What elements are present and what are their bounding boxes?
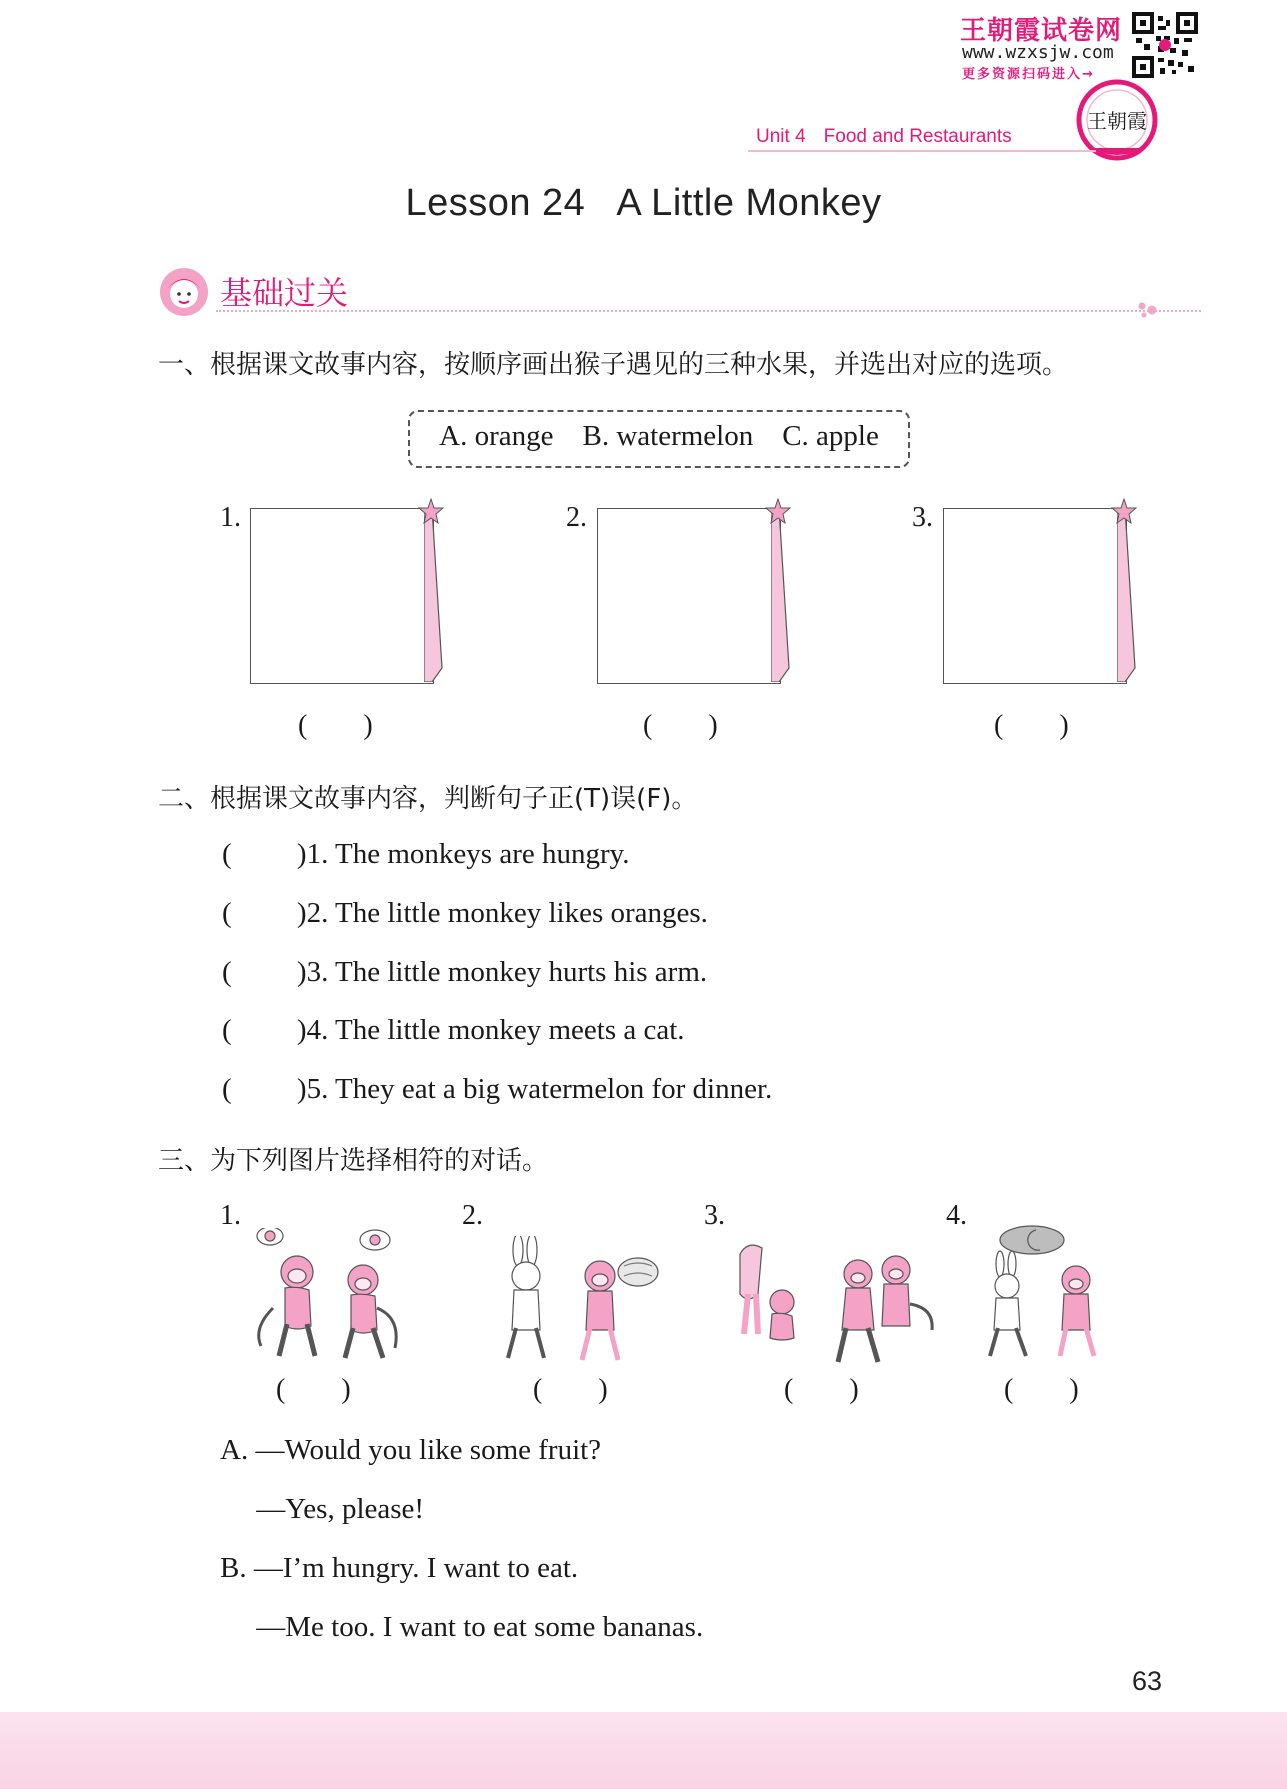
rabbit-and-monkey-watermelon-icon: [488, 1236, 668, 1376]
two-monkeys-thinking-icon: [245, 1228, 425, 1368]
tf-item-4[interactable]: ( )4. The little monkey meets a cat.: [222, 1014, 685, 1046]
lesson-title: Lesson 24 A Little Monkey: [405, 182, 882, 224]
dots-decoration-icon: [1136, 298, 1166, 320]
drawing-box-3[interactable]: [943, 508, 1127, 684]
drawing-box-1[interactable]: [250, 508, 434, 684]
picture-label-4: 4.: [946, 1200, 967, 1231]
unit-underline: [748, 150, 1096, 152]
box-label-2: 2.: [566, 502, 587, 533]
seal-text: 王朝霞: [1087, 109, 1147, 133]
picture-answer-2[interactable]: ( ): [533, 1374, 608, 1405]
tf-item-3[interactable]: ( )3. The little monkey hurts his arm.: [222, 956, 708, 988]
picture-label-1: 1.: [220, 1200, 241, 1231]
box-label-3: 3.: [912, 502, 933, 533]
answer-blank-1[interactable]: ( ): [298, 710, 373, 741]
q3-instruction: 三、为下列图片选择相符的对话。: [158, 1146, 549, 1176]
answer-blank-3[interactable]: ( ): [994, 710, 1069, 741]
girl-avatar-icon: [158, 266, 210, 318]
unit-title: Food and Restaurants: [823, 126, 1012, 147]
picture-label-3: 3.: [704, 1200, 725, 1231]
picture-answer-1[interactable]: ( ): [276, 1374, 351, 1405]
answer-blank-2[interactable]: ( ): [643, 710, 718, 741]
tf-item-1[interactable]: ( )1. The monkeys are hungry.: [222, 838, 630, 870]
tf-item-2[interactable]: ( )2. The little monkey likes oranges.: [222, 897, 708, 929]
options-text: A. orange B. watermelon C. apple: [439, 420, 879, 452]
picture-label-2: 2.: [462, 1200, 483, 1231]
watermark-title: 王朝霞试卷网: [960, 16, 1123, 46]
q1-instruction: 一、根据课文故事内容，按顺序画出猴子遇见的三种水果，并选出对应的选项。: [158, 350, 1069, 380]
picture-answer-4[interactable]: ( ): [1004, 1374, 1079, 1405]
rabbit-monkey-moon-icon: [980, 1224, 1160, 1364]
section-heading: [158, 262, 1158, 322]
page-curl-icon: [424, 508, 448, 682]
tf-item-5[interactable]: ( )5. They eat a big watermelon for dinner.: [222, 1073, 773, 1105]
q2-instruction: 二、根据课文故事内容，判断句子正(T)误(F)。: [158, 784, 698, 814]
star-icon: [765, 498, 791, 524]
page-curl-icon: [1117, 508, 1141, 682]
star-icon: [418, 498, 444, 524]
drawing-box-2[interactable]: [597, 508, 781, 684]
star-icon: [1111, 498, 1137, 524]
footer-band: [0, 1712, 1287, 1789]
dialogue-a-line-1: A. —Would you like some fruit?: [220, 1434, 602, 1466]
dialogue-b-line-1: B. —I’m hungry. I want to eat.: [220, 1552, 579, 1584]
picture-answer-3[interactable]: ( ): [784, 1374, 859, 1405]
section-heading-text: 基础过关: [220, 274, 349, 312]
unit-header: [756, 126, 1012, 148]
page-number: 63: [1132, 1666, 1163, 1696]
section-dotted-rule: [216, 310, 1201, 312]
dialogue-a-line-2: —Yes, please!: [220, 1493, 425, 1525]
monkeys-bananas-icon: [728, 1234, 948, 1374]
watermark-scan-text: 更多资源扫码进入→: [962, 67, 1095, 82]
box-label-1: 1.: [220, 502, 241, 533]
watermark-url[interactable]: www.wzxsjw.com: [962, 42, 1114, 63]
dialogue-b-line-2: —Me too. I want to eat some bananas.: [220, 1611, 704, 1643]
page-curl-icon: [771, 508, 795, 682]
unit-label: Unit 4: [756, 126, 806, 147]
qr-code-icon[interactable]: [1132, 12, 1198, 78]
